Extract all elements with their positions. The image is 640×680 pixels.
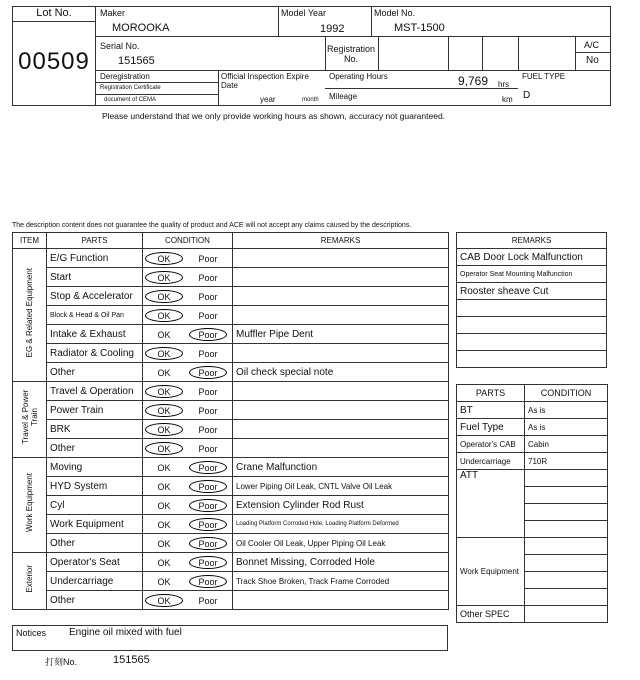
part-name: Other: [47, 534, 143, 553]
side-remark-item: [457, 317, 607, 334]
side-condition-header: CONDITION: [525, 385, 608, 402]
model-year-label: Model Year: [281, 8, 327, 18]
poor-option: Poor: [198, 387, 218, 397]
side-remark-item: Rooster sheave Cut: [457, 283, 607, 300]
remark-cell: [233, 382, 449, 401]
table-row: [13, 515, 449, 534]
remark-cell: [233, 287, 449, 306]
item-group-cell: [13, 382, 47, 458]
side-remark-item: [457, 351, 607, 368]
model-no-label: Model No.: [374, 8, 416, 18]
side-part-condition: As is: [525, 419, 608, 436]
table-row: [13, 363, 449, 382]
att-value: [525, 487, 608, 504]
remark-cell: Loading Platform Corroded Hole, Loading Platform Deformed: [233, 515, 449, 534]
work-equipment-label: Work Equipment: [457, 538, 525, 606]
remark-cell: Lower Piping Oil Leak, CNTL Valve Oil Leak: [233, 477, 449, 496]
lot-number: 00509: [18, 48, 90, 75]
other-spec-row: [457, 606, 608, 623]
part-name: Power Train: [47, 401, 143, 420]
condition-cell: [143, 515, 233, 534]
inspection-year-unit: year: [260, 95, 276, 104]
side-parts-row: [457, 419, 608, 436]
table-row: [13, 534, 449, 553]
remark-cell: Crane Malfunction: [233, 458, 449, 477]
part-name: E/G Function: [47, 249, 143, 268]
operating-hours-value: 9,769: [458, 74, 489, 88]
ok-option: OK: [145, 309, 183, 322]
item-group-cell: [13, 553, 47, 610]
poor-option: Poor: [189, 575, 227, 588]
lot-label: Lot No.: [36, 7, 72, 19]
work-equipment-value: [525, 572, 608, 589]
condition-cell: [143, 534, 233, 553]
work-equipment-value: [525, 555, 608, 572]
remarks-header: REMARKS: [233, 233, 449, 249]
part-name: Stop & Accelerator: [47, 287, 143, 306]
poor-option: Poor: [189, 328, 227, 341]
remark-cell: [233, 420, 449, 439]
other-spec-label: Other SPEC: [457, 606, 525, 623]
table-row: [13, 496, 449, 515]
remark-cell: Muffler Pipe Dent: [233, 325, 449, 344]
part-name: Block & Head & Oil Pan: [47, 306, 143, 325]
stamp-label: 打刻No.: [45, 657, 78, 667]
ok-option: OK: [157, 520, 171, 530]
poor-option: Poor: [189, 480, 227, 493]
side-parts-row: [457, 453, 608, 470]
condition-cell: [143, 591, 233, 610]
table-row: [13, 572, 449, 591]
item-group-cell: [13, 458, 47, 553]
inspection-month-unit: month: [302, 97, 319, 103]
side-remark-row: [457, 317, 607, 334]
work-equipment-value: [525, 538, 608, 555]
side-remark-row: [457, 266, 607, 283]
condition-cell: [143, 325, 233, 344]
remark-cell: [233, 306, 449, 325]
table-row: [13, 382, 449, 401]
maker-label: Maker: [100, 8, 126, 18]
condition-cell: [143, 306, 233, 325]
condition-cell: [143, 268, 233, 287]
hours-disclaimer: Please understand that we only provide working hours as shown, accuracy not guaranteed.: [102, 111, 446, 121]
work-equipment-value: [525, 589, 608, 606]
ok-option: OK: [157, 368, 171, 378]
serial-value: 151565: [118, 55, 155, 67]
inspection-table: [12, 232, 449, 610]
poor-option: Poor: [189, 461, 227, 474]
poor-option: Poor: [198, 406, 218, 416]
side-remark-row: [457, 300, 607, 317]
side-part-condition: 710R: [525, 453, 608, 470]
att-value: [525, 504, 608, 521]
att-label: ATT: [457, 470, 525, 538]
serial-label: Serial No.: [100, 41, 140, 51]
table-row: [13, 306, 449, 325]
km-unit: km: [502, 95, 513, 104]
poor-option: Poor: [189, 537, 227, 550]
condition-cell: [143, 287, 233, 306]
ok-option: OK: [157, 558, 171, 568]
maker-value: MOROOKA: [112, 22, 170, 34]
poor-option: Poor: [198, 254, 218, 264]
poor-option: Poor: [198, 444, 218, 454]
ok-option: OK: [145, 404, 183, 417]
side-parts-header: PARTS: [457, 385, 525, 402]
side-remark-row: [457, 334, 607, 351]
table-row: [13, 477, 449, 496]
ok-option: OK: [145, 347, 183, 360]
table-row: [13, 401, 449, 420]
poor-option: Poor: [198, 349, 218, 359]
condition-cell: [143, 458, 233, 477]
part-name: Travel & Operation: [47, 382, 143, 401]
remark-cell: [233, 591, 449, 610]
parts-header: PARTS: [47, 233, 143, 249]
reg-cert-label: Registration Certificate: [100, 85, 161, 91]
ok-option: OK: [157, 330, 171, 340]
side-remark-item: Operator Seat Mounting Malfunction: [457, 266, 607, 283]
part-name: Other: [47, 363, 143, 382]
part-name: HYD System: [47, 477, 143, 496]
condition-cell: [143, 496, 233, 515]
model-year-value: 1992: [320, 23, 345, 35]
condition-cell: [143, 401, 233, 420]
condition-cell: [143, 382, 233, 401]
ok-option: OK: [145, 423, 183, 436]
table-row: [13, 287, 449, 306]
part-name: Other: [47, 439, 143, 458]
item-group-label: EG & Related Equipment: [25, 267, 34, 358]
part-name: Undercarriage: [47, 572, 143, 591]
item-group-cell: [13, 249, 47, 382]
model-no-value: MST-1500: [394, 22, 445, 34]
work-row: [457, 538, 608, 555]
ok-option: OK: [145, 594, 183, 607]
condition-cell: [143, 572, 233, 591]
side-parts-row: [457, 402, 608, 419]
notices-text: Engine oil mixed with fuel: [69, 627, 182, 638]
part-name: Operator's Seat: [47, 553, 143, 572]
item-group-label: Exterior: [25, 564, 34, 593]
side-remarks-header: REMARKS: [457, 233, 607, 249]
item-group-label: Work Equipment: [25, 473, 34, 532]
condition-cell: [143, 344, 233, 363]
poor-option: Poor: [189, 366, 227, 379]
doc-cema-label: document of CEMA: [104, 97, 157, 103]
table-row: [13, 458, 449, 477]
table-row: [13, 268, 449, 287]
side-parts-table: [456, 384, 608, 623]
remark-cell: Track Shoe Broken, Track Frame Corroded: [233, 572, 449, 591]
remark-cell: [233, 249, 449, 268]
table-row: [13, 325, 449, 344]
table-row: [13, 591, 449, 610]
deregistration-label: Deregistration: [100, 72, 150, 81]
remark-cell: Oil Cooler Oil Leak, Upper Piping Oil Leak: [233, 534, 449, 553]
condition-cell: [143, 249, 233, 268]
remark-cell: [233, 401, 449, 420]
poor-option: Poor: [198, 596, 218, 606]
condition-cell: [143, 420, 233, 439]
item-group-label: Travel & Power Train: [20, 389, 39, 445]
ok-option: OK: [145, 290, 183, 303]
side-remark-row: [457, 249, 607, 266]
fuel-type-label: FUEL TYPE: [522, 72, 566, 81]
part-name: Other: [47, 591, 143, 610]
table-row: [13, 553, 449, 572]
table-row: [13, 420, 449, 439]
ok-option: OK: [145, 252, 183, 265]
table-row: [13, 344, 449, 363]
side-remark-row: [457, 351, 607, 368]
side-remark-item: [457, 334, 607, 351]
fuel-type-value: D: [523, 90, 531, 101]
side-remark-row: [457, 283, 607, 300]
side-part-name: BT: [457, 402, 525, 419]
inspection-label: Official Inspection Expire Date: [221, 72, 309, 90]
condition-cell: [143, 363, 233, 382]
remark-cell: [233, 439, 449, 458]
remark-cell: Extension Cylinder Rod Rust: [233, 496, 449, 515]
part-name: Cyl: [47, 496, 143, 515]
part-name: BRK: [47, 420, 143, 439]
table-row: [13, 439, 449, 458]
part-name: Intake & Exhaust: [47, 325, 143, 344]
side-remark-item: [457, 300, 607, 317]
side-part-name: Operator's CAB: [457, 436, 525, 453]
side-remarks-table: [456, 232, 607, 368]
remark-cell: Oil check special note: [233, 363, 449, 382]
att-row: [457, 470, 608, 487]
ok-option: OK: [157, 577, 171, 587]
part-name: Work Equipment: [47, 515, 143, 534]
att-value: [525, 521, 608, 538]
side-remark-item: CAB Door Lock Malfunction: [457, 249, 607, 266]
table-row: [13, 249, 449, 268]
condition-header: CONDITION: [143, 233, 233, 249]
ok-option: OK: [145, 385, 183, 398]
other-spec-value: [525, 606, 608, 623]
side-part-name: Undercarriage: [457, 453, 525, 470]
poor-option: Poor: [198, 311, 218, 321]
ok-option: OK: [157, 482, 171, 492]
ac-label: A/C: [584, 40, 600, 50]
item-header: ITEM: [13, 233, 47, 249]
part-name: Radiator & Cooling: [47, 344, 143, 363]
stamp-value: 151565: [113, 654, 150, 666]
notices-label: Notices: [16, 628, 47, 638]
side-part-condition: Cabin: [525, 436, 608, 453]
side-parts-row: [457, 436, 608, 453]
att-value: [525, 470, 608, 487]
mileage-label: Mileage: [329, 92, 358, 101]
condition-cell: [143, 553, 233, 572]
side-part-name: Fuel Type: [457, 419, 525, 436]
ok-option: OK: [145, 442, 183, 455]
part-name: Moving: [47, 458, 143, 477]
side-part-condition: As is: [525, 402, 608, 419]
ok-option: OK: [157, 539, 171, 549]
ac-value: No: [586, 55, 599, 66]
remark-cell: Bonnet Missing, Corroded Hole: [233, 553, 449, 572]
operating-hours-label: Operating Hours: [329, 72, 388, 81]
poor-option: Poor: [189, 556, 227, 569]
poor-option: Poor: [198, 273, 218, 283]
ok-option: OK: [157, 463, 171, 473]
poor-option: Poor: [198, 425, 218, 435]
poor-option: Poor: [198, 292, 218, 302]
registration-label: Registration No.: [327, 44, 375, 64]
remark-cell: [233, 268, 449, 287]
poor-option: Poor: [189, 518, 227, 531]
condition-cell: [143, 439, 233, 458]
ok-option: OK: [145, 271, 183, 284]
remark-cell: [233, 344, 449, 363]
hours-unit: hrs: [498, 80, 510, 89]
poor-option: Poor: [189, 499, 227, 512]
description-disclaimer: The description content does not guarantee the quality of product and ACE will not accept any claims caused by the descriptions.: [12, 222, 412, 229]
ok-option: OK: [157, 501, 171, 511]
part-name: Start: [47, 268, 143, 287]
condition-cell: [143, 477, 233, 496]
